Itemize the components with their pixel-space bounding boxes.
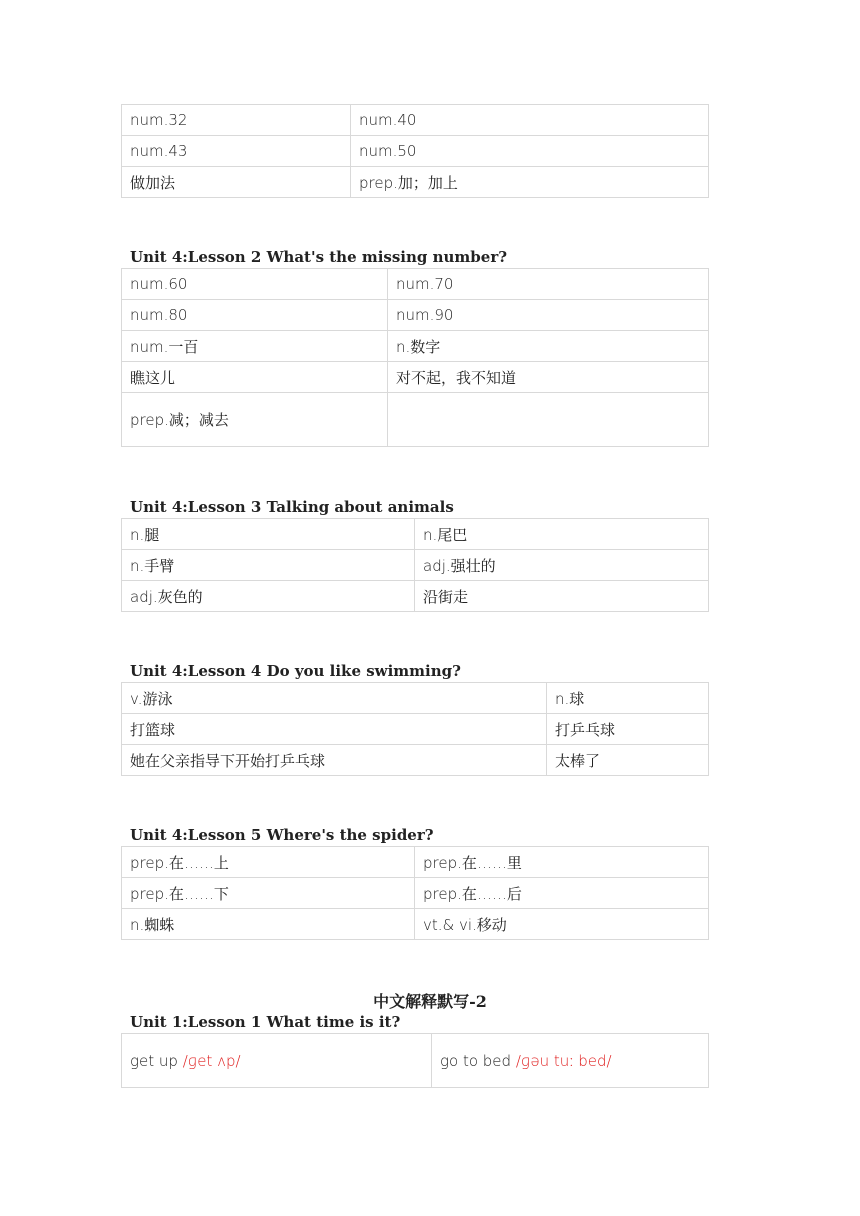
table-cell: 打乒乓球 bbox=[547, 714, 709, 745]
table-row bbox=[122, 847, 709, 878]
table-cell: 太棒了 bbox=[547, 745, 709, 776]
table-row bbox=[122, 1034, 709, 1088]
vocab-table-section2 bbox=[121, 1033, 709, 1088]
table-cell: num.40 bbox=[351, 105, 709, 136]
vocab-table-lesson1-continued bbox=[121, 104, 709, 198]
table-cell: n.球 bbox=[547, 683, 709, 714]
lesson5-heading: Unit 4:Lesson 5 Where's the spider? bbox=[130, 826, 434, 844]
table-cell: n.腿 bbox=[122, 519, 415, 550]
table-cell: prep.减；减去 bbox=[122, 393, 388, 447]
table-cell: num.80 bbox=[122, 300, 388, 331]
table-cell bbox=[388, 393, 709, 447]
table-row bbox=[122, 105, 709, 136]
table-row bbox=[122, 714, 709, 745]
vocab-table-lesson3 bbox=[121, 518, 709, 612]
table-row bbox=[122, 745, 709, 776]
table-cell: n.蜘蛛 bbox=[122, 909, 415, 940]
word-text: get up bbox=[130, 1051, 183, 1070]
table-row bbox=[122, 136, 709, 167]
table-row bbox=[122, 878, 709, 909]
table-cell: 打篮球 bbox=[122, 714, 547, 745]
table-cell: v.游泳 bbox=[122, 683, 547, 714]
phonetic-text: /ɡet ʌp/ bbox=[182, 1051, 241, 1070]
table-row bbox=[122, 683, 709, 714]
table-cell: n.数字 bbox=[388, 331, 709, 362]
word-text: go to bed bbox=[440, 1051, 516, 1070]
table-cell: 做加法 bbox=[122, 167, 351, 198]
table-row bbox=[122, 300, 709, 331]
table-cell: prep.在……上 bbox=[122, 847, 415, 878]
table-cell: vt.& vi.移动 bbox=[415, 909, 709, 940]
table-cell: num.90 bbox=[388, 300, 709, 331]
section-title: 中文解释默写-2 bbox=[373, 992, 487, 1011]
table-cell: num.50 bbox=[351, 136, 709, 167]
vocab-table-lesson4 bbox=[121, 682, 709, 776]
table-row bbox=[122, 331, 709, 362]
lesson3-heading: Unit 4:Lesson 3 Talking about animals bbox=[130, 498, 454, 516]
table-cell: num.一百 bbox=[122, 331, 388, 362]
lesson4-heading: Unit 4:Lesson 4 Do you like swimming? bbox=[130, 662, 461, 680]
table-cell: num.60 bbox=[122, 269, 388, 300]
table-cell: prep.在……后 bbox=[415, 878, 709, 909]
table-cell: adj.灰色的 bbox=[122, 581, 415, 612]
table-cell: 沿街走 bbox=[415, 581, 709, 612]
table-row bbox=[122, 581, 709, 612]
table-row bbox=[122, 519, 709, 550]
section2-lesson1-heading: Unit 1:Lesson 1 What time is it? bbox=[130, 1013, 401, 1031]
table-cell bbox=[122, 1034, 432, 1088]
table-row bbox=[122, 550, 709, 581]
table-row bbox=[122, 269, 709, 300]
table-row bbox=[122, 393, 709, 447]
table-cell: adj.强壮的 bbox=[415, 550, 709, 581]
table-cell bbox=[432, 1034, 709, 1088]
table-cell: 瞧这儿 bbox=[122, 362, 388, 393]
table-cell: n.尾巴 bbox=[415, 519, 709, 550]
table-cell: 她在父亲指导下开始打乒乓球 bbox=[122, 745, 547, 776]
table-row bbox=[122, 362, 709, 393]
table-cell: n.手臂 bbox=[122, 550, 415, 581]
table-cell: num.43 bbox=[122, 136, 351, 167]
vocab-table-lesson2 bbox=[121, 268, 709, 447]
table-cell: prep.在……下 bbox=[122, 878, 415, 909]
table-cell: 对不起，我不知道 bbox=[388, 362, 709, 393]
table-cell: num.32 bbox=[122, 105, 351, 136]
table-cell: num.70 bbox=[388, 269, 709, 300]
table-cell: prep.加；加上 bbox=[351, 167, 709, 198]
lesson2-heading: Unit 4:Lesson 2 What's the missing number? bbox=[130, 248, 508, 266]
table-cell: prep.在……里 bbox=[415, 847, 709, 878]
phonetic-text: /ɡəu tuː bed/ bbox=[515, 1051, 612, 1070]
table-row bbox=[122, 167, 709, 198]
table-row bbox=[122, 909, 709, 940]
vocab-table-lesson5 bbox=[121, 846, 709, 940]
